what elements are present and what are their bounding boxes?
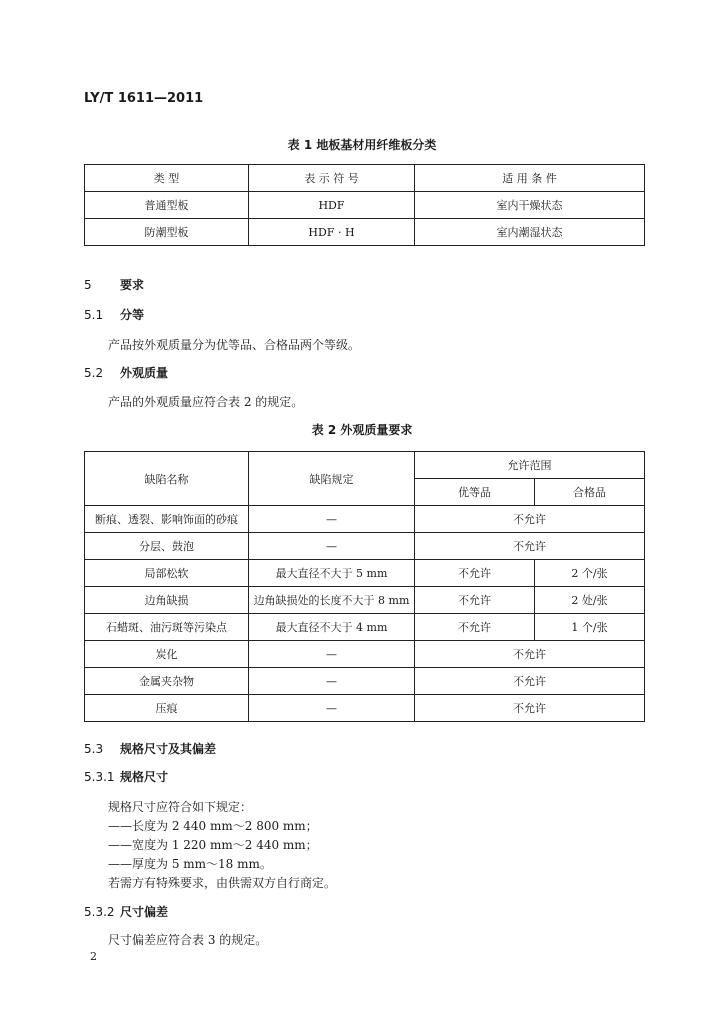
- table-cell: —: [249, 668, 415, 695]
- section-number: 5.1: [84, 308, 104, 322]
- table-cell: 不允许: [415, 587, 535, 614]
- text-line: 若需方有特殊要求，由供需双方自行商定。: [108, 876, 337, 890]
- table-row: [85, 668, 645, 695]
- table-cell: 不允许: [415, 695, 645, 722]
- table-row: [85, 533, 645, 560]
- page-number: 2: [90, 950, 97, 963]
- table-row: [85, 587, 645, 614]
- table2-caption: 表 2 外观质量要求: [311, 423, 413, 437]
- table-cell: 2 处/张: [535, 587, 645, 614]
- section-5-3-2-heading: [84, 903, 168, 920]
- table-cell: 不允许: [415, 560, 535, 587]
- section-5-3-1-text: [108, 798, 336, 893]
- section-5-3-2-text: 尺寸偏差应符合表 3 的规定。: [108, 933, 268, 947]
- section-number: 5.3: [84, 742, 104, 756]
- table-cell: 防潮型板: [85, 219, 249, 246]
- table-cell: —: [249, 641, 415, 668]
- table-header-cell: 允许范围: [415, 452, 645, 479]
- table-cell: 2 个/张: [535, 560, 645, 587]
- section-5-2-text: 产品的外观质量应符合表 2 的规定。: [108, 395, 304, 409]
- section-title: 尺寸偏差: [120, 905, 169, 919]
- table-cell: —: [249, 533, 415, 560]
- section-number: 5.3.1: [84, 770, 115, 784]
- table-header-cell: 适 用 条 件: [415, 165, 645, 192]
- text-line: 规格尺寸应符合如下规定：: [108, 800, 253, 814]
- table-header-cell: 优等品: [415, 479, 535, 506]
- table-cell: 最大直径不大于 5 mm: [249, 560, 415, 587]
- table-cell: 普通型板: [85, 192, 249, 219]
- table-header-cell: 表 示 符 号: [249, 165, 415, 192]
- table-cell: 边角缺损: [85, 587, 249, 614]
- section-5-3-heading: [84, 740, 216, 757]
- section-5-1-heading: [84, 306, 144, 323]
- section-number: 5.3.2: [84, 905, 115, 919]
- table2: [84, 451, 645, 722]
- table-header-cell: 类 型: [85, 165, 249, 192]
- table-row: [85, 614, 645, 641]
- table-header-cell: 缺陷名称: [85, 452, 249, 506]
- table-row: [85, 506, 645, 533]
- table-row: [85, 695, 645, 722]
- text-line: ——厚度为 5 mm～18 mm。: [108, 857, 272, 871]
- section-5-2-heading: [84, 364, 168, 381]
- section-title: 规格尺寸: [120, 770, 169, 784]
- table-cell: 局部松软: [85, 560, 249, 587]
- table-cell: 不允许: [415, 506, 645, 533]
- section-5-3-1-heading: [84, 768, 168, 785]
- table2-header-row: [85, 452, 645, 479]
- table-cell: 不允许: [415, 641, 645, 668]
- section-title: 规格尺寸及其偏差: [120, 742, 217, 756]
- section-title: 分等: [120, 308, 145, 322]
- section-title: 外观质量: [120, 366, 169, 380]
- table-row: [85, 219, 645, 246]
- table1: [84, 164, 645, 246]
- table-cell: 不允许: [415, 533, 645, 560]
- section-number: 5.2: [84, 366, 104, 380]
- text-line: ——长度为 2 440 mm～2 800 mm；: [108, 819, 318, 833]
- table-cell: 炭化: [85, 641, 249, 668]
- table-row: [85, 641, 645, 668]
- section-number: 5: [84, 278, 92, 292]
- table1-caption: 表 1 地板基材用纤维板分类: [287, 138, 437, 152]
- table-cell: HDF: [249, 192, 415, 219]
- section-title: 要求: [120, 278, 145, 292]
- table1-header-row: [85, 165, 645, 192]
- table-header-cell: 合格品: [535, 479, 645, 506]
- table-cell: 最大直径不大于 4 mm: [249, 614, 415, 641]
- table-row: [85, 560, 645, 587]
- table-row: [85, 192, 645, 219]
- table-cell: 金属夹杂物: [85, 668, 249, 695]
- table-cell: 不允许: [415, 668, 645, 695]
- table-cell: 断痕、透裂、影响饰面的砂痕: [85, 506, 249, 533]
- table-cell: —: [249, 506, 415, 533]
- table-cell: 1 个/张: [535, 614, 645, 641]
- table-cell: 室内干燥状态: [415, 192, 645, 219]
- table-cell: 不允许: [415, 614, 535, 641]
- section-5-heading: [84, 276, 144, 293]
- table-cell: 边角缺损处的长度不大于 8 mm: [249, 587, 415, 614]
- table-cell: 石蜡斑、油污斑等污染点: [85, 614, 249, 641]
- table-cell: 分层、鼓泡: [85, 533, 249, 560]
- section-5-1-text: 产品按外观质量分为优等品、合格品两个等级。: [108, 338, 361, 352]
- table-cell: 压痕: [85, 695, 249, 722]
- table-cell: —: [249, 695, 415, 722]
- table-cell: 室内潮湿状态: [415, 219, 645, 246]
- text-line: ——宽度为 1 220 mm～2 440 mm；: [108, 838, 318, 852]
- standard-code: LY/T 1611—2011: [84, 91, 204, 106]
- table-header-cell: 缺陷规定: [249, 452, 415, 506]
- table-cell: HDF · H: [249, 219, 415, 246]
